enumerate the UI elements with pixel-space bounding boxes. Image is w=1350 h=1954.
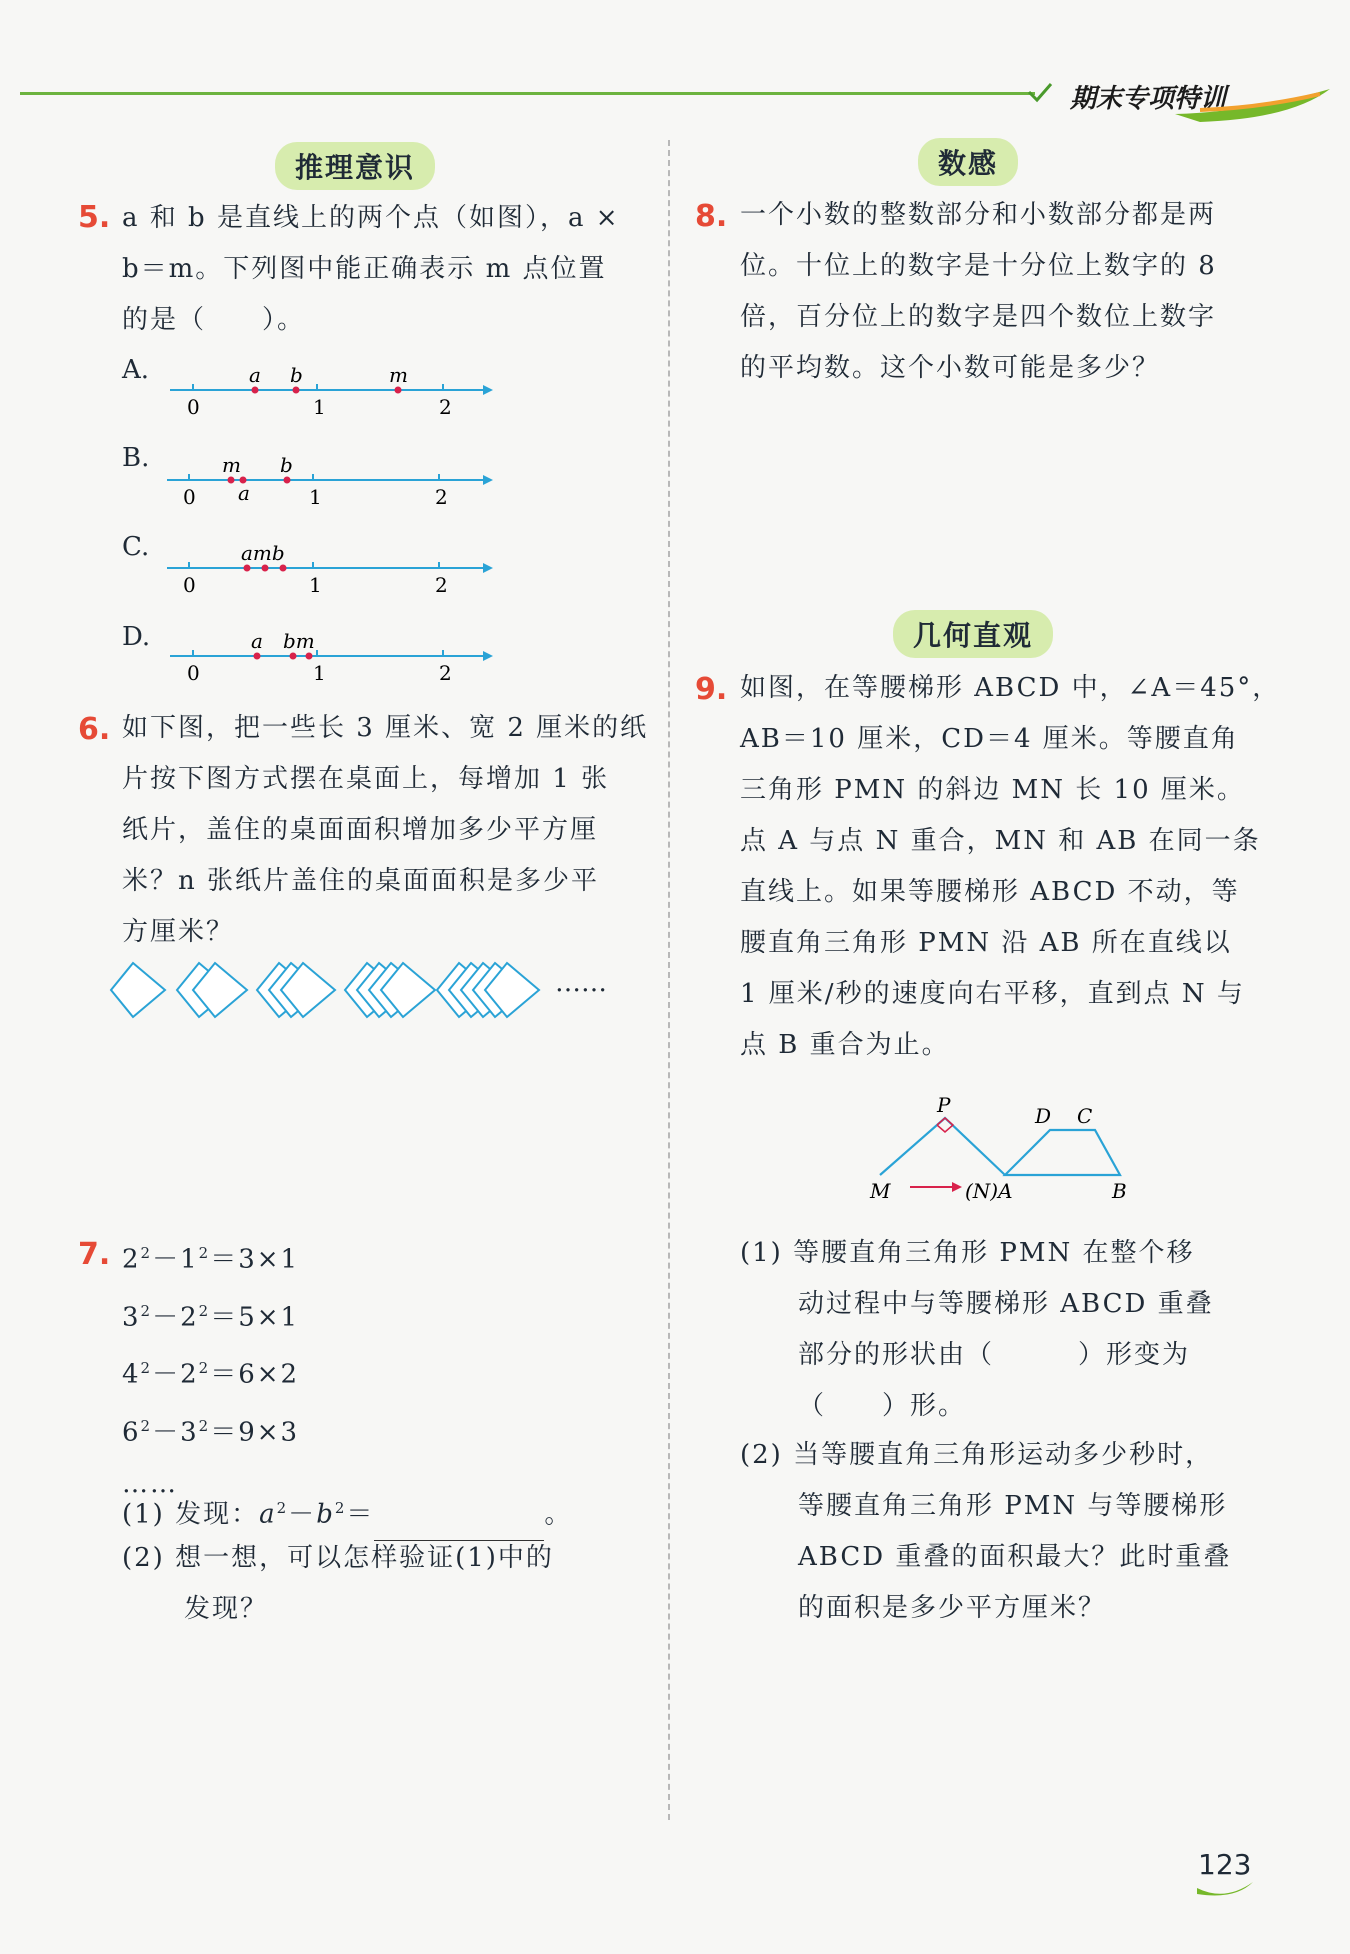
option-b-point-a: a xyxy=(238,481,250,505)
question-8-number: 8. xyxy=(695,199,728,234)
q9-sub1-line-4: （ ）形。 xyxy=(798,1391,967,1421)
q9-sub2-line-2: 等腰直角三角形 PMN 与等腰梯形 xyxy=(798,1491,1228,1521)
check-icon xyxy=(1025,80,1055,106)
option-c-label: C. xyxy=(122,532,150,562)
q7-sub1-end: 。 xyxy=(544,1499,573,1530)
option-d-number-line xyxy=(165,626,495,686)
q6-line-2: 片按下图方式摆在桌面上，每增加 1 张 xyxy=(122,764,610,794)
q9-sub2-line-1: (2) 当等腰直角三角形运动多少秒时， xyxy=(740,1440,1214,1470)
q9-line-8: 点 B 重合为止。 xyxy=(740,1030,950,1060)
q9-line-4: 点 A 与点 N 重合，MN 和 AB 在同一条 xyxy=(740,826,1261,856)
q9-line-5: 直线上。如果等腰梯形 ABCD 不动，等 xyxy=(740,877,1240,907)
trapezoid-triangle-diagram xyxy=(860,1090,1140,1210)
q9-sub1-line-2: 动过程中与等腰梯形 ABCD 重叠 xyxy=(798,1289,1214,1319)
diagram-label-na: (N)A xyxy=(965,1179,1013,1203)
option-c-tick-1: 1 xyxy=(309,573,322,597)
q7-equation-1: $2^2-1^2=3\times 1$ xyxy=(122,1244,300,1275)
option-b-number-line xyxy=(165,450,495,510)
q9-sub1 xyxy=(740,1228,1214,1432)
diagram-label-b: B xyxy=(1112,1179,1127,1203)
header-title: 期末专项特训 xyxy=(1070,84,1227,114)
question-6-number: 6. xyxy=(78,712,111,747)
q8-line-4: 的平均数。这个小数可能是多少？ xyxy=(740,353,1161,383)
question-6-text xyxy=(122,703,648,958)
option-b-tick-2: 2 xyxy=(435,485,448,509)
question-8-text xyxy=(740,190,1217,394)
diagram-label-p: P xyxy=(937,1093,951,1117)
q7-equation-4: $6^2-3^2=9\times 3$ xyxy=(122,1416,300,1448)
header-rule xyxy=(20,92,1035,95)
option-b-tick-1: 1 xyxy=(309,485,322,509)
option-d-tick-1: 1 xyxy=(313,661,326,685)
q9-sub2 xyxy=(740,1430,1231,1634)
section-badge-number-sense: 数感 xyxy=(918,138,1018,186)
page-number-swoosh-icon xyxy=(1195,1880,1255,1902)
option-a-tick-1: 1 xyxy=(313,395,326,419)
question-5-text xyxy=(122,193,620,346)
option-b-point-m: m xyxy=(222,453,241,477)
question-7-equations xyxy=(122,1228,299,1510)
option-a-tick-2: 2 xyxy=(439,395,452,419)
page-number: 123 xyxy=(1198,1848,1252,1881)
section-badge-geometry: 几何直观 xyxy=(893,610,1053,658)
q7-sub2-line-1: (2) 想一想，可以怎样验证(1)中的 xyxy=(122,1543,554,1573)
q7-sub1: (1) 发现：$a^2-b^2=$ 。 xyxy=(122,1483,572,1541)
q7-equation-3: $4^2-2^2=6\times 2$ xyxy=(122,1359,300,1390)
option-c-tick-0: 0 xyxy=(183,573,196,597)
q9-sub2-line-4: 的面积是多少平方厘米？ xyxy=(798,1593,1107,1623)
option-d-tick-0: 0 xyxy=(187,661,200,685)
question-9-number: 9. xyxy=(695,672,728,707)
q5-line-2: b＝m。下列图中能正确表示 m 点位置 xyxy=(122,254,607,284)
q6-line-4: 米？n 张纸片盖住的桌面面积是多少平 xyxy=(122,866,600,896)
q7-sub2-line-2: 发现？ xyxy=(184,1594,269,1624)
option-a-tick-0: 0 xyxy=(187,395,200,419)
q8-line-2: 位。十位上的数字是十分位上数字的 8 xyxy=(740,251,1217,281)
q9-line-6: 腰直角三角形 PMN 沿 AB 所在直线以 xyxy=(740,928,1232,958)
option-a-point-b: b xyxy=(290,363,303,387)
option-b-label: B. xyxy=(122,443,150,473)
q7-equation-2: $3^2-2^2=5\times 1$ xyxy=(122,1301,300,1333)
q9-line-7: 1 厘米/秒的速度向右平移，直到点 N 与 xyxy=(740,979,1245,1009)
diagram-label-d: D xyxy=(1035,1104,1052,1128)
option-a-point-m: m xyxy=(389,363,408,387)
q9-line-2: AB＝10 厘米，CD＝4 厘米。等腰直角 xyxy=(740,724,1239,754)
diagram-label-c: C xyxy=(1077,1104,1093,1128)
option-c-number-line xyxy=(165,538,495,598)
column-divider xyxy=(668,140,670,1820)
q6-line-1: 如下图，把一些长 3 厘米、宽 2 厘米的纸 xyxy=(122,713,649,743)
option-b-tick-0: 0 xyxy=(183,485,196,509)
leaf-swoosh-icon xyxy=(1170,84,1335,124)
option-a-number-line xyxy=(165,360,495,420)
q5-line-1: a 和 b 是直线上的两个点（如图），a × xyxy=(122,203,620,233)
option-b-point-b: b xyxy=(280,453,293,477)
q9-sub1-line-1: (1) 等腰直角三角形 PMN 在整个移 xyxy=(740,1238,1195,1268)
option-c-tick-2: 2 xyxy=(435,573,448,597)
option-d-tick-2: 2 xyxy=(439,661,452,685)
q5-line-3: 的是（ ）。 xyxy=(122,305,306,335)
option-c-points-amb: amb xyxy=(241,541,285,565)
q8-line-1: 一个小数的整数部分和小数部分都是两 xyxy=(740,200,1217,230)
q8-line-3: 倍，百分位上的数字是四个数位上数字 xyxy=(740,302,1217,332)
question-9-text xyxy=(740,663,1280,1071)
option-d-point-bm: bm xyxy=(283,629,315,653)
q6-ellipsis: …… xyxy=(555,968,607,998)
q7-sub2 xyxy=(122,1533,554,1635)
q9-line-3: 三角形 PMN 的斜边 MN 长 10 厘米。 xyxy=(740,775,1245,805)
q6-line-5: 方厘米？ xyxy=(122,917,235,947)
q9-line-1: 如图，在等腰梯形 ABCD 中，∠A＝45°， xyxy=(740,673,1281,703)
option-a-point-a: a xyxy=(249,363,261,387)
question-5-number: 5. xyxy=(78,200,111,235)
option-d-point-a: a xyxy=(251,629,263,653)
q9-sub1-line-3: 部分的形状由（ ）形变为 xyxy=(798,1340,1191,1370)
option-a-label: A. xyxy=(122,355,150,385)
q6-line-3: 纸片，盖住的桌面面积增加多少平方厘 xyxy=(122,815,599,845)
paper-cards-figure xyxy=(105,955,555,1025)
option-d-label: D. xyxy=(122,622,151,652)
diagram-label-m: M xyxy=(870,1179,891,1203)
q9-sub2-line-3: ABCD 重叠的面积最大？此时重叠 xyxy=(798,1542,1232,1572)
section-badge-reasoning: 推理意识 xyxy=(275,142,435,190)
question-7-number: 7. xyxy=(78,1237,111,1272)
q7-dots: …… xyxy=(122,1468,178,1499)
